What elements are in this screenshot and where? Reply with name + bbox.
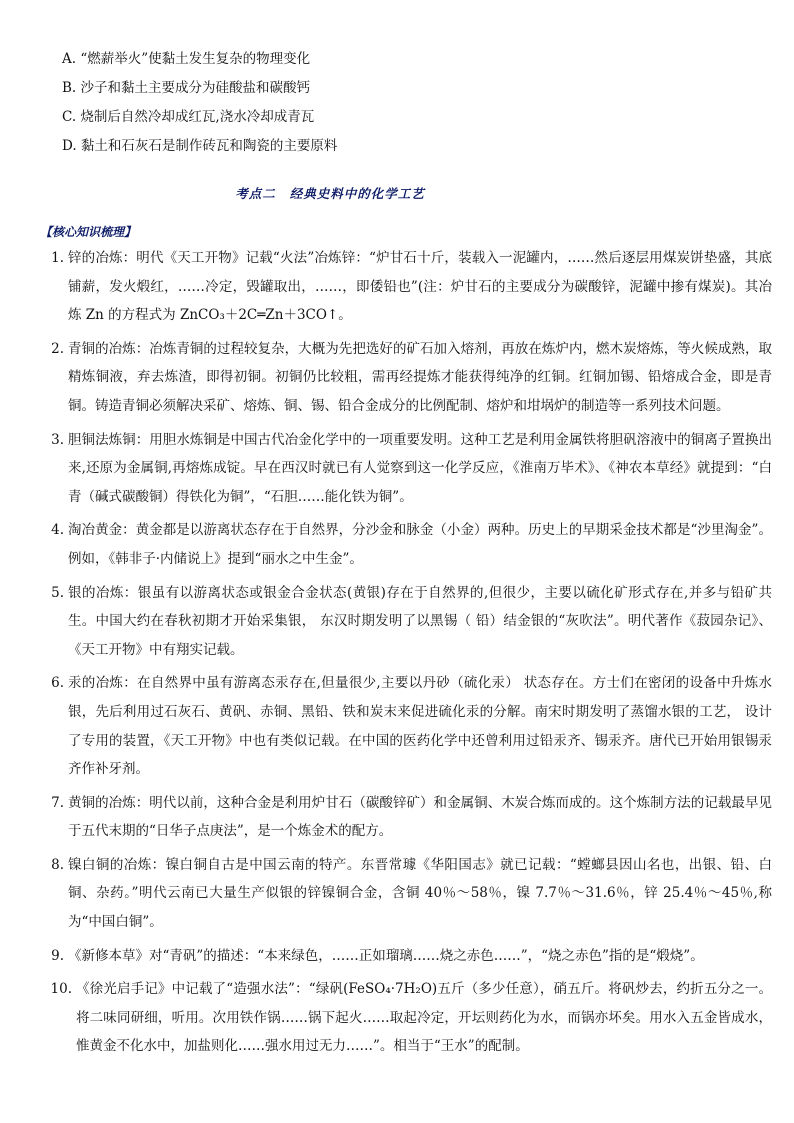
- list-item: [30, 942, 772, 971]
- option-d: D. 黏土和石灰石是制作砖瓦和陶瓷的主要原料: [62, 138, 338, 154]
- item-number: 8.: [51, 856, 64, 873]
- answer-options: [62, 45, 762, 161]
- section-title-number: 考点二: [235, 186, 276, 201]
- item-number: 4.: [51, 522, 64, 539]
- list-item: [30, 851, 772, 937]
- item-number: 9.: [51, 947, 64, 964]
- item-number: 3.: [51, 431, 64, 448]
- item-number: 10.: [50, 981, 72, 998]
- item-text: 银的冶炼：银虽有以游离状态或银金合金状态(黄银)存在于自然界的,但很少，主要以硫化矿形式存在,并多与铅矿共生。中国大约在春秋初期才开始采集银， 东汉时期发明了以黑锡（ 铅）结金银的“灰吹法”。明代著作《菽园杂记》、《天工开物》中有翔实记载。: [68, 584, 772, 658]
- section-title: [0, 184, 660, 202]
- item-number: 5.: [51, 584, 64, 601]
- item-number: 6.: [51, 675, 64, 692]
- option-a: A. “燃薪举火”使黏土发生复杂的物理变化: [62, 51, 311, 67]
- item-number: 2.: [51, 340, 64, 357]
- list-item: [30, 516, 772, 573]
- item-text: 青铜的冶炼：冶炼青铜的过程较复杂，大概为先把选好的矿石加入熔剂，再放在炼炉内，燃木炭熔炼，等火候成熟，取精炼铜液，弃去炼渣，即得初铜。初铜仍比较粗，需再经提炼才能获得纯净的红铜。红铜加锡、铅熔成合金，即是青铜。铸造青铜必须解决采矿、熔炼、铜、锡、铅合金成分的比例配制、熔炉和坩埚炉的制造等一系列技术问题。: [68, 340, 772, 414]
- list-item: [30, 579, 772, 665]
- option-b: B. 沙子和黏土主要成分为硅酸盐和碳酸钙: [62, 80, 311, 96]
- item-text: 淘冶黄金：黄金都是以游离状态存在于自然界，分沙金和脉金（小金）两种。历史上的早期采金技术都是“沙里淘金”。例如，《韩非子·内储说上》提到“丽水之中生金”。: [68, 522, 772, 567]
- item-text: 汞的冶炼：在自然界中虽有游离态汞存在,但量很少,主要以丹砂（硫化汞） 状态存在。方士们在密闭的设备中升炼水银，先后利用过石灰石、黄矾、赤铜、黑铅、铁和炭末来促进硫化汞的分解。南宋时期发明了蒸馏水银的工艺， 设计了专用的装置，《天工开物》中也有类似记载。在中国的医药化学中还曾利用过铅汞齐、锡汞齐。唐代已开始用银锡汞齐作补牙剂。: [68, 675, 772, 778]
- item-text: 镍白铜的冶炼：镍白铜自古是中国云南的特产。东晋常璩《华阳国志》就已记载：“螳螂县因山名也，出银、铅、白铜、杂药。”明代云南已大量生产似银的锌镍铜合金，含铜 40％～58％，镍 7.7％～31.6％，锌 25.4％～45％,称为“中国白铜”。: [68, 856, 772, 931]
- list-item: [30, 335, 772, 421]
- list-item: [30, 669, 772, 783]
- list-item: [30, 244, 772, 330]
- item-text: 胆铜法炼铜：用胆水炼铜是中国古代冶金化学中的一项重要发明。这种工艺是利用金属铁将胆矾溶液中的铜离子置换出来,还原为金属铜,再熔炼成锭。早在西汉时就已有人觉察到这一化学反应，《淮南万毕术》、《神农本草经》就提到：“白青（碱式碳酸铜）得铁化为铜”，“石胆……能化铁为铜”。: [68, 431, 772, 505]
- item-number: 1.: [51, 250, 64, 266]
- item-text: 锌的冶炼：明代《天工开物》记载“火法”冶炼锌：“炉甘石十斤，装载入一泥罐内，……然后逐层用煤炭饼垫盛，其底铺薪，发火煅红，……冷定，毁罐取出，……，即倭铅也”(注：炉甘石的主要成分为碳酸锌，泥罐中掺有煤炭)。其冶炼 Zn 的方程式为 ZnCO₃＋2C═Zn＋3CO↑。: [68, 250, 772, 324]
- list-item: [30, 426, 772, 512]
- knowledge-list: [30, 244, 772, 1066]
- section-title-text: 经典史料中的化学工艺: [289, 186, 425, 201]
- item-text: 《新修本草》对“青矾”的描述：“本来绿色，……正如瑠璃……烧之赤色……”，“烧之赤色”指的是“煅烧”。: [68, 947, 704, 964]
- item-text: 黄铜的冶炼：明代以前，这种合金是利用炉甘石（碳酸锌矿）和金属铜、木炭合炼而成的。这个炼制方法的记载最早见于五代末期的“日华子点庚法”，是一个炼金术的配方。: [68, 794, 772, 840]
- section-subhead: 【核心知识梳理】: [40, 225, 137, 239]
- list-item: [30, 789, 772, 846]
- item-text: 《徐光启手记》中记载了“造强水法”：“绿矾(FeSO₄·7H₂O)五斤（多少任意），硝五斤。将矾炒去，约折五分之一。将二味同研细，听用。次用铁作锅……锅下起火……取起冷定，开坛则药化为水，而锅亦坏矣。用水入五金皆成水，惟黄金不化水中，加盐则化……强水用过无力……”。相当于“王水”的配制。: [76, 981, 772, 1055]
- item-number: 7.: [51, 794, 64, 811]
- option-c: C. 烧制后自然冷却成红瓦,浇水冷却成青瓦: [62, 109, 315, 125]
- list-item: [30, 975, 772, 1061]
